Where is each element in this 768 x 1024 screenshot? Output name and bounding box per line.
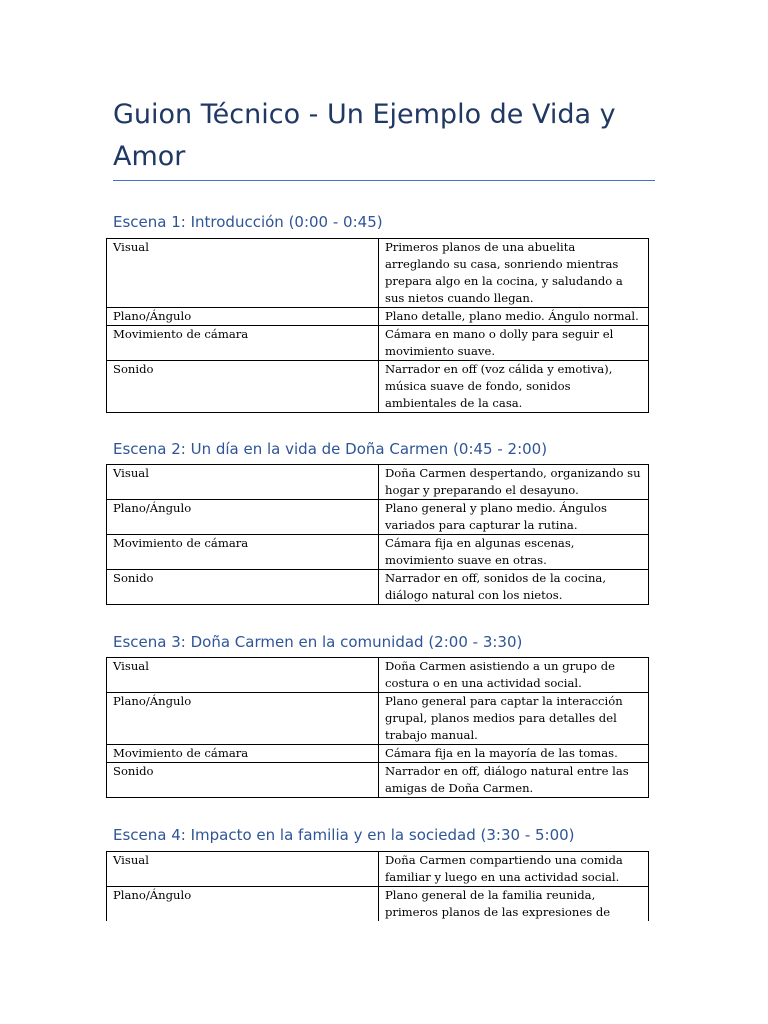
scene-2-heading: Escena 2: Un día en la vida de Doña Carmen (0:45 - 2:00)	[113, 440, 548, 458]
scene-1-table	[106, 238, 649, 413]
row-label: Sonido	[107, 763, 379, 798]
row-value: Plano detalle, plano medio. Ángulo normal.	[379, 308, 649, 326]
table-row	[107, 308, 649, 326]
table-row	[107, 239, 649, 308]
table-row	[107, 535, 649, 570]
row-value: Doña Carmen compartiendo una comida familiar y luego en una actividad social.	[379, 852, 649, 887]
row-value: Cámara fija en la mayoría de las tomas.	[379, 745, 649, 763]
table-row	[107, 887, 649, 922]
row-label: Plano/Ángulo	[107, 500, 379, 535]
table-row	[107, 361, 649, 413]
row-value: Cámara en mano o dolly para seguir el movimiento suave.	[379, 326, 649, 361]
row-value: Narrador en off (voz cálida y emotiva), música suave de fondo, sonidos ambientales de la casa.	[379, 361, 649, 413]
row-value: Narrador en off, diálogo natural entre las amigas de Doña Carmen.	[379, 763, 649, 798]
row-value: Primeros planos de una abuelita arreglando su casa, sonriendo mientras prepara algo en la cocina, y saludando a sus nietos cuando llegan.	[379, 239, 649, 308]
scene-1-heading: Escena 1: Introducción (0:00 - 0:45)	[113, 213, 383, 231]
row-label: Plano/Ángulo	[107, 887, 379, 922]
row-value: Cámara fija en algunas escenas, movimiento suave en otras.	[379, 535, 649, 570]
row-label: Visual	[107, 852, 379, 887]
row-value: Plano general de la familia reunida, primeros planos de las expresiones de	[379, 887, 649, 922]
scene-3-table	[106, 657, 649, 798]
row-value: Plano general para captar la interacción grupal, planos medios para detalles del trabajo manual.	[379, 693, 649, 745]
row-label: Visual	[107, 239, 379, 308]
scene-2-table	[106, 464, 649, 605]
document-title: Guion Técnico - Un Ejemplo de Vida y Amor	[113, 99, 616, 172]
row-label: Sonido	[107, 361, 379, 413]
row-label: Visual	[107, 465, 379, 500]
row-value: Doña Carmen asistiendo a un grupo de costura o en una actividad social.	[379, 658, 649, 693]
row-label: Movimiento de cámara	[107, 745, 379, 763]
row-value: Plano general y plano medio. Ángulos variados para capturar la rutina.	[379, 500, 649, 535]
table-row	[107, 693, 649, 745]
scene-4-table	[106, 851, 649, 921]
row-label: Plano/Ángulo	[107, 693, 379, 745]
row-value: Doña Carmen despertando, organizando su hogar y preparando el desayuno.	[379, 465, 649, 500]
row-label: Movimiento de cámara	[107, 535, 379, 570]
table-row	[107, 658, 649, 693]
table-row	[107, 852, 649, 887]
row-label: Sonido	[107, 570, 379, 605]
row-label: Plano/Ángulo	[107, 308, 379, 326]
scene-3-heading: Escena 3: Doña Carmen en la comunidad (2:00 - 3:30)	[113, 633, 523, 651]
table-row	[107, 570, 649, 605]
table-row	[107, 465, 649, 500]
table-row	[107, 745, 649, 763]
table-row	[107, 500, 649, 535]
row-label: Movimiento de cámara	[107, 326, 379, 361]
row-value: Narrador en off, sonidos de la cocina, diálogo natural con los nietos.	[379, 570, 649, 605]
table-row	[107, 326, 649, 361]
row-label: Visual	[107, 658, 379, 693]
scene-4-heading: Escena 4: Impacto en la familia y en la sociedad (3:30 - 5:00)	[113, 826, 575, 844]
table-row	[107, 763, 649, 798]
